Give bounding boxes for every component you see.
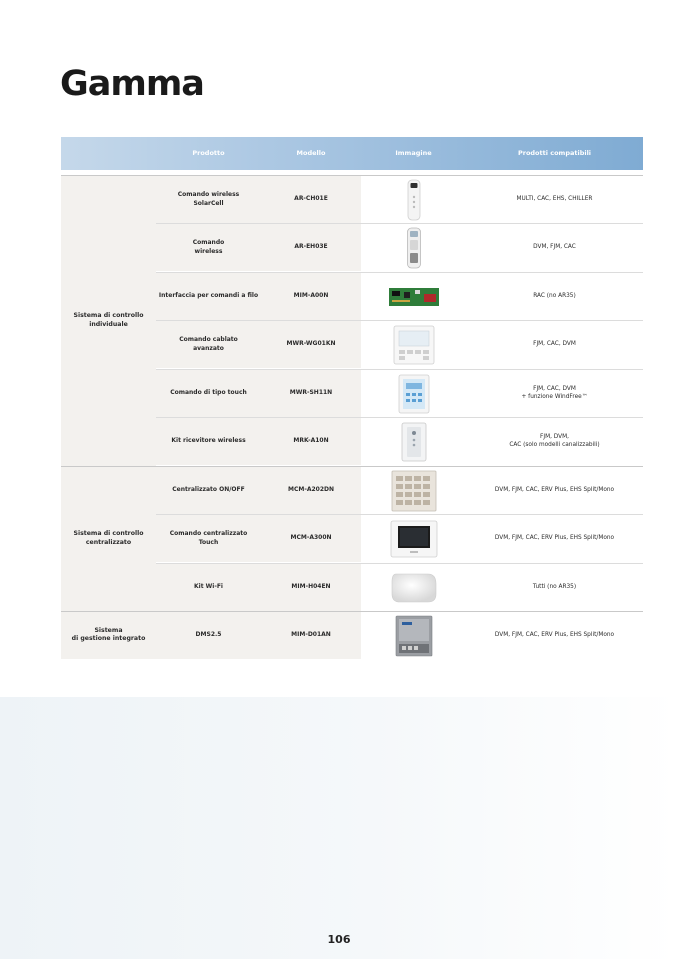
product-table bbox=[61, 137, 643, 659]
model-code: MRK-A10N bbox=[261, 418, 361, 465]
compatible-products: DVM, FJM, CAC, ERV Plus, EHS Split/Mono bbox=[494, 534, 615, 541]
page-title: Gamma bbox=[60, 64, 204, 104]
page-number: 106 bbox=[327, 933, 351, 946]
product-name: Comando wireless bbox=[192, 239, 225, 255]
product-name: Centralizzato ON/OFF bbox=[172, 486, 245, 494]
group-label: Sistema di controllo individuale bbox=[73, 312, 144, 328]
compatible-products: FJM, CAC, DVM + funzione WindFree™ bbox=[521, 385, 588, 400]
product-name: Kit ricevitore wireless bbox=[171, 437, 246, 445]
compatible-products: DVM, FJM, CAC bbox=[533, 243, 576, 250]
product-name: Comando wireless SolarCell bbox=[177, 191, 240, 207]
wifi-kit-icon bbox=[390, 570, 438, 606]
onoff-panel-icon bbox=[391, 470, 437, 512]
touch-controller-icon bbox=[398, 374, 430, 414]
group-individual bbox=[61, 175, 156, 466]
group-integrated bbox=[61, 611, 156, 659]
product-name: DMS2.5 bbox=[195, 631, 222, 639]
product-name: Comando di tipo touch bbox=[170, 389, 247, 397]
header-compatible: Prodotti compatibili bbox=[517, 149, 592, 157]
page-background-band bbox=[0, 697, 678, 959]
model-code: MWR-WG01KN bbox=[261, 321, 361, 368]
table-row bbox=[156, 466, 643, 514]
table-row bbox=[156, 272, 643, 320]
compatible-products: RAC (no AR35) bbox=[533, 292, 576, 299]
model-code: AR-EH03E bbox=[261, 224, 361, 271]
compatible-products: FJM, CAC, DVM bbox=[533, 340, 576, 347]
white-remote-icon bbox=[404, 179, 424, 221]
touch-screen-icon bbox=[390, 520, 438, 558]
product-name: Comando cablato avanzato bbox=[179, 336, 238, 352]
table-row bbox=[156, 175, 643, 223]
group-label: Sistema di gestione integrato bbox=[71, 626, 146, 642]
product-name: Interfaccia per comandi a filo bbox=[158, 292, 259, 300]
table-row bbox=[156, 514, 643, 562]
model-code: MIM-A00N bbox=[261, 273, 361, 320]
table-header bbox=[61, 137, 643, 170]
dms-box-icon bbox=[394, 615, 434, 657]
circuit-board-icon bbox=[388, 286, 440, 308]
table-row bbox=[156, 611, 643, 659]
wireless-remote-icon bbox=[404, 227, 424, 269]
group-centralized bbox=[61, 466, 156, 611]
header-model: Modello bbox=[296, 149, 326, 157]
group-label: Sistema di controllo centralizzato bbox=[73, 530, 144, 546]
table-row bbox=[156, 223, 643, 271]
model-code: MIM-H04EN bbox=[261, 564, 361, 611]
model-code: MCM-A300N bbox=[261, 515, 361, 562]
table-row bbox=[156, 320, 643, 368]
model-code: MCM-A202DN bbox=[261, 467, 361, 514]
compatible-products: DVM, FJM, CAC, ERV Plus, EHS Split/Mono bbox=[494, 486, 615, 493]
model-code: AR-CH01E bbox=[261, 176, 361, 223]
compatible-products: Tutti (no AR35) bbox=[532, 583, 577, 590]
product-name: Kit Wi-Fi bbox=[194, 583, 223, 591]
compatible-products: DVM, FJM, CAC, ERV Plus, EHS Split/Mono bbox=[494, 631, 615, 638]
table-row bbox=[156, 417, 643, 465]
receiver-kit-icon bbox=[401, 422, 427, 462]
table-body bbox=[61, 175, 643, 659]
table-row bbox=[156, 563, 643, 611]
compatible-products: FJM, DVM, CAC (solo modelli canalizzabili) bbox=[509, 433, 600, 448]
header-image: Immagine bbox=[395, 149, 432, 157]
wired-controller-icon bbox=[392, 324, 436, 366]
model-code: MIM-D01AN bbox=[261, 612, 361, 659]
model-code: MWR-SH11N bbox=[261, 370, 361, 417]
header-product: Prodotto bbox=[192, 149, 225, 157]
table-row bbox=[156, 369, 643, 417]
product-name: Comando centralizzato Touch bbox=[169, 530, 248, 546]
compatible-products: MULTI, CAC, EHS, CHILLER bbox=[516, 195, 593, 202]
